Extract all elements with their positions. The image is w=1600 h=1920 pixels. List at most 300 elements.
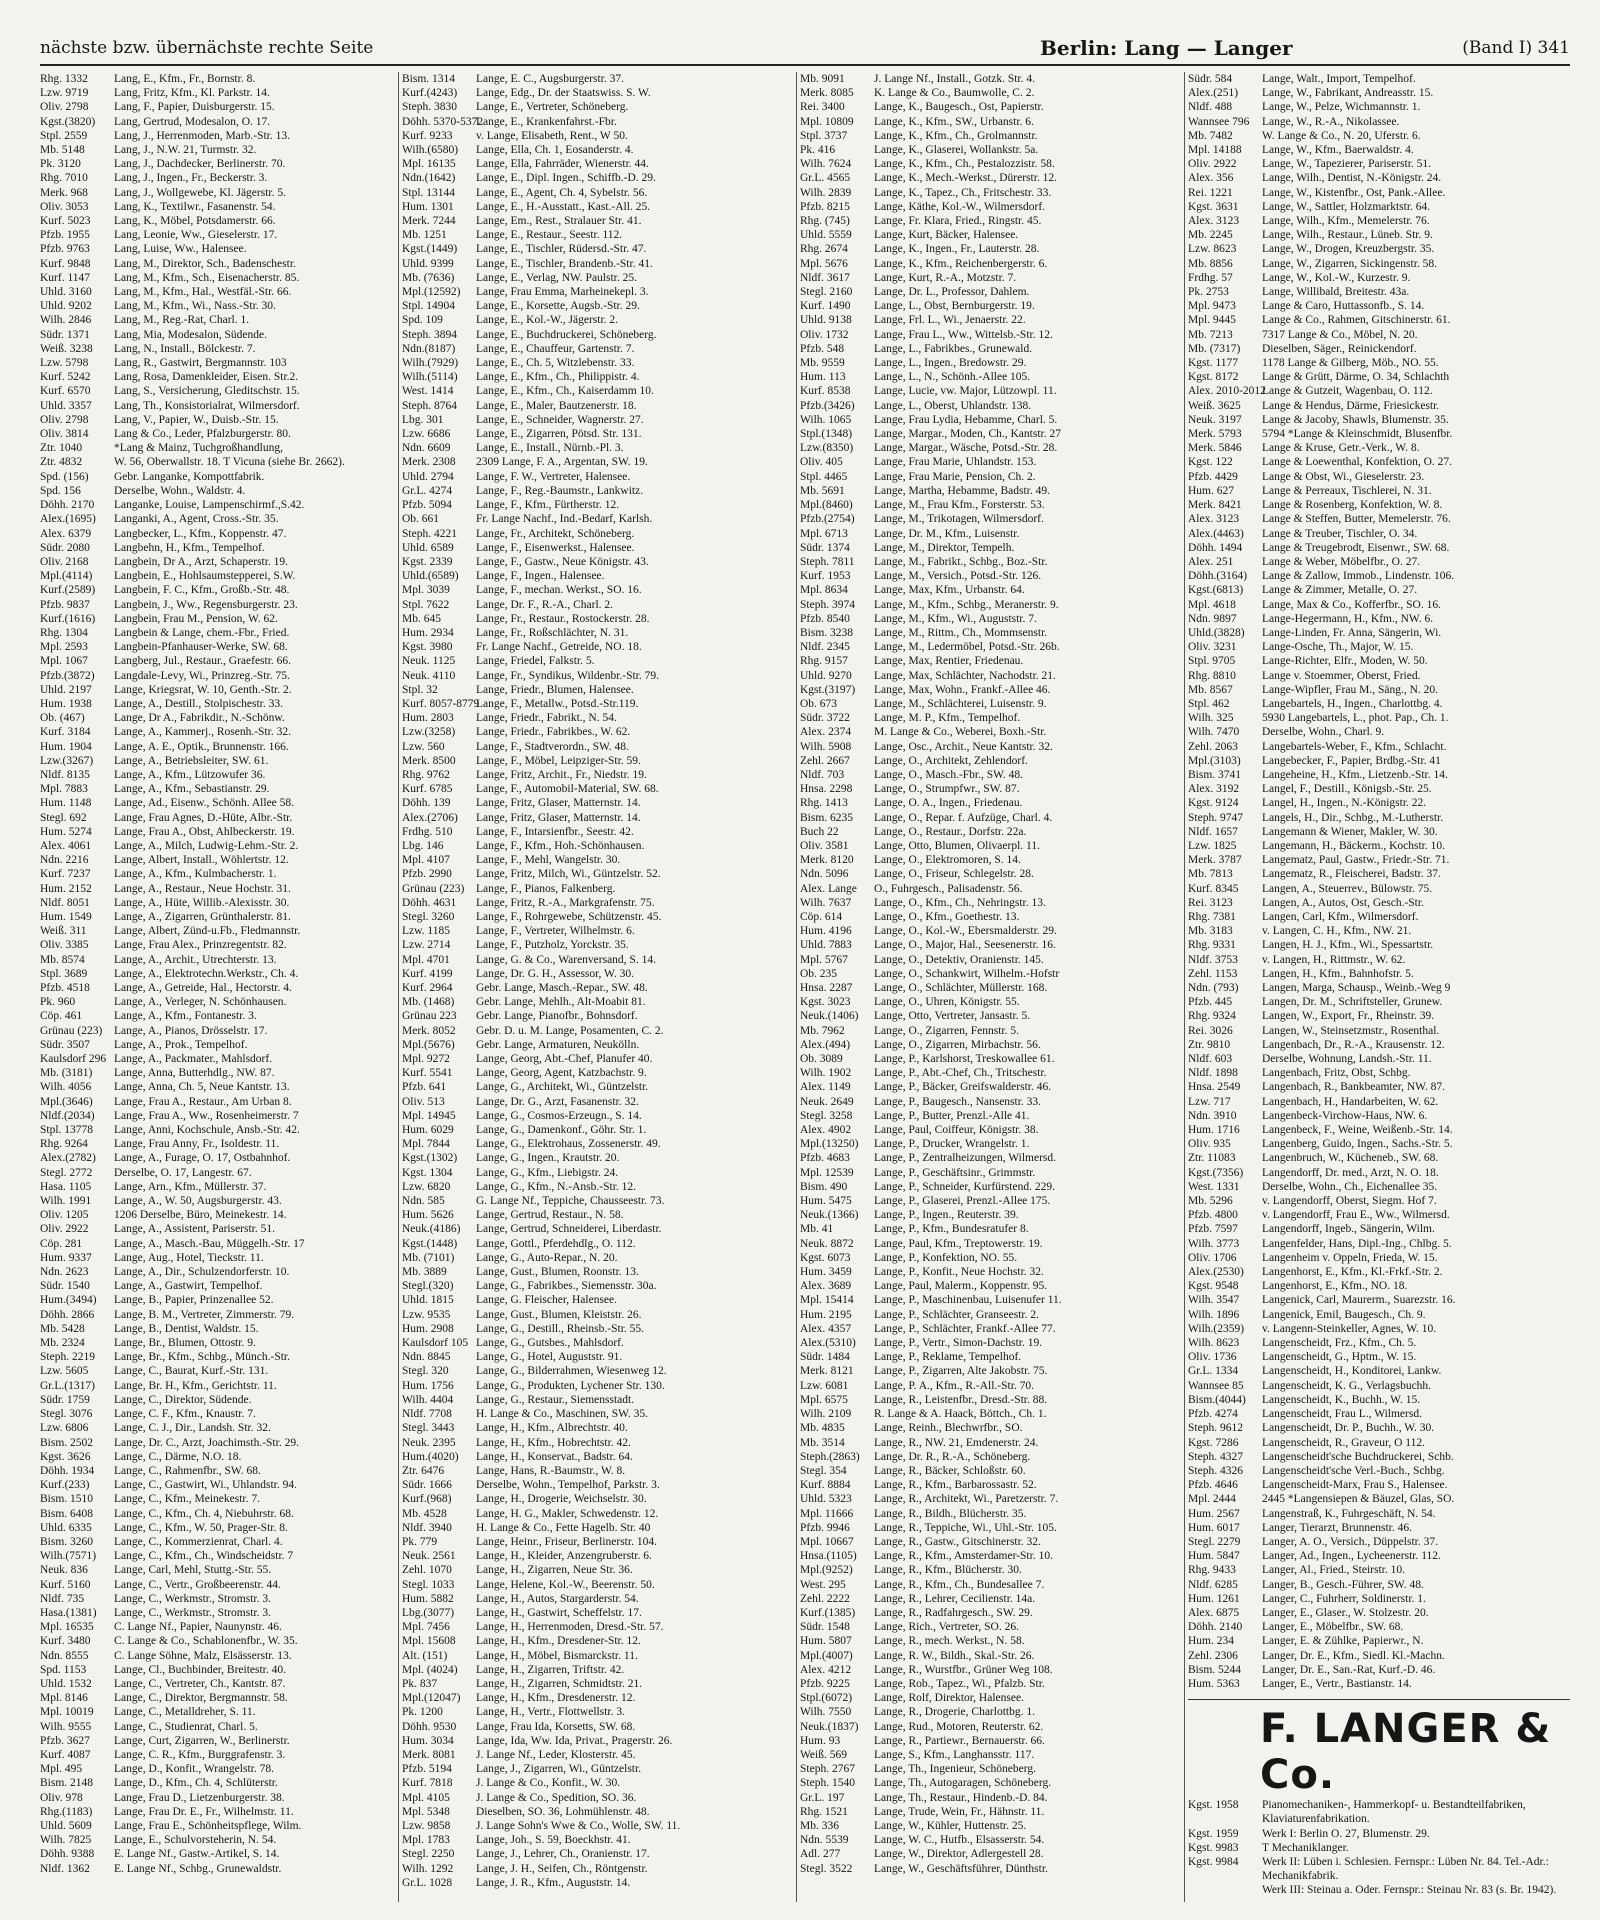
directory-entry [402,1762,792,1776]
entry-text: Lange, P., Reklame, Tempelhof. [874,1351,1022,1364]
phone-code: Zehl. 2222 [800,1592,850,1605]
entry-text: Lange, G., Kfm., N.-Ansb.-Str. 12. [476,1180,637,1193]
phone-code: Oliv. 2922 [1188,158,1237,171]
phone-code: Weiß. 3625 [1188,399,1241,412]
entry-text: Lange, Fr., Syndikus, Wildenbr.-Str. 79. [476,669,660,682]
phone-code: Weiß. 3238 [40,342,93,355]
entry-text: Lange, W., Zigarren, Sickingenstr. 58. [1262,257,1438,270]
entry-text: v. Langendorff, Frau E., Ww., Wilmersd. [1262,1209,1450,1222]
directory-entry [800,569,1180,583]
directory-entry [402,1265,792,1279]
directory-entry [800,626,1180,640]
entry-text: Lange, J., Lehrer, Ch., Oranienstr. 17. [476,1848,650,1861]
entry-text: Langenbeck, F., Weine, Weißenb.-Str. 14. [1262,1124,1453,1137]
phone-code: Hum. 5847 [1188,1550,1240,1563]
phone-code: Ob. 661 [402,513,440,526]
entry-text: Lange & Zallow, Immob., Lindenstr. 106. [1262,570,1455,583]
entry-text: Derselbe, Wohn., Ch., Eichenallee 35. [1262,1180,1438,1193]
entry-text: Lange, P., Baugesch., Nansenstr. 33. [874,1095,1042,1108]
entry-text: Lange, G., Auto-Repar., N. 20. [476,1251,618,1264]
entry-text: Lange, Br. H., Kfm., Gerichtstr. 11. [114,1379,277,1392]
entry-text: C. Lange & Co., Schablonenfbr., W. 35. [114,1635,298,1648]
directory-entry [1188,100,1570,114]
phone-code: Grünau (223) [402,882,465,895]
phone-code: Lzw. 1185 [402,925,451,938]
phone-code: Alex. 4902 [800,1124,852,1137]
directory-entry [1188,1052,1570,1066]
entry-text: Lange, Paul, Coiffeur, Königstr. 38. [874,1124,1039,1137]
entry-text: Lange, Th., Restaur., Hindenb.-D. 84. [874,1791,1048,1804]
directory-entry [40,313,395,327]
entry-text: Langenscheidt, K., Buchh., W. 15. [1262,1393,1421,1406]
entry-text: Lange, O., Schankwirt, Wilhelm.-Hofstr [874,967,1060,980]
directory-entry [40,1464,395,1478]
entry-text: Lange, Dr. G., Arzt, Fasanenstr. 32. [476,1095,639,1108]
phone-code: Mpl. 8634 [800,584,848,597]
directory-entry [1188,328,1570,342]
phone-code: Hasa.(1381) [40,1606,97,1619]
directory-entry [800,157,1180,171]
directory-entry [40,399,395,413]
phone-code: Nldf. 7708 [402,1408,452,1421]
phone-code: Neuk. 2395 [402,1436,456,1449]
phone-code: Hum. 5807 [800,1635,852,1648]
entry-text: Lange, A., Destill., Stolpischestr. 33. [114,697,283,710]
entry-text: Lange & Zimmer, Metalle, O. 27. [1262,584,1418,597]
entry-text: Lange, P., Konfit., Neue Hochstr. 32. [874,1266,1044,1279]
entry-text: Lange, R., NW. 21, Emdenerstr. 24. [874,1436,1039,1449]
entry-text: Lange, O., Architekt, Zehlendorf. [874,754,1028,767]
entry-text: Lange, C., Studienrat, Charl. 5. [114,1720,258,1733]
directory-entry [800,1364,1180,1378]
phone-code: Lzw. 2714 [402,939,451,952]
phone-code: Südr. 1666 [402,1479,452,1492]
directory-entry [800,938,1180,952]
phone-code: Hnsa. 2549 [1188,1081,1241,1094]
entry-text: Lange & Jacoby, Shawls, Blumenstr. 35. [1262,413,1449,426]
phone-code: Kurf. 3184 [40,726,91,739]
entry-text: Lange, R. W., Bildh., Skal.-Str. 26. [874,1649,1035,1662]
entry-text: Lange, Max, Rentier, Friedenau. [874,655,1024,668]
entry-text: G. Lange Nf., Teppiche, Chausseestr. 73. [476,1195,665,1208]
phone-code: Mb. 7482 [1188,129,1233,142]
entry-text: Lange, Ida, Ww. Ida, Privat., Pragerstr. 26. [476,1734,673,1747]
entry-text: Lange, C., Rahmenfbr., SW. 68. [114,1464,261,1477]
directory-entry [800,598,1180,612]
directory-entry [40,86,395,100]
phone-code: Ob. (467) [40,712,85,725]
directory-entry [40,782,395,796]
directory-entry [40,1691,395,1705]
phone-code: Bism. 2148 [40,1777,94,1790]
phone-code: Mpl.(5676) [402,1038,455,1051]
directory-entry [800,1606,1180,1620]
phone-code: Hum. 5882 [402,1592,454,1605]
entry-text: Langbein & Lange, chem.-Fbr., Fried. [114,626,290,639]
phone-code: Mpl. 4107 [402,854,450,867]
entry-text: Langer, B., Gesch.-Führer, SW. 48. [1262,1578,1424,1591]
phone-code: Döhh. 5370-5372 [402,115,484,128]
directory-entry [40,1450,395,1464]
phone-code: Hum. 5475 [800,1195,852,1208]
directory-entry [40,1166,395,1180]
entry-text: Gebr. D. u. M. Lange, Posamenten, C. 2. [476,1024,664,1037]
entry-text: Gebr. Lange, Pianofbr., Bohnsdorf. [476,1010,638,1023]
phone-code: Rhg. 1332 [40,73,88,85]
entry-text: Langen, H. J., Kfm., Wi., Spessartstr. [1262,939,1434,952]
phone-code: Kurf. 9233 [402,129,453,142]
page-header [40,34,1570,66]
phone-code: Südr. 1540 [40,1280,90,1293]
phone-code: Wilh. 3773 [1188,1237,1240,1250]
entry-text: 5930 Langebartels, L., phot. Pap., Ch. 1. [1262,712,1449,725]
entry-text: Langenhorst, E., Kfm., Kl.-Frkf.-Str. 2. [1262,1266,1443,1279]
directory-entry [40,1350,395,1364]
entry-text: Derselbe, Wohn., Tempelhof, Parkstr. 3. [476,1479,660,1492]
phone-code: Kgst. 3023 [800,996,851,1009]
entry-text: Gebr. Langanke, Kompottfabrik. [114,470,265,483]
directory-entry [402,72,792,86]
phone-code: Stegl. 2279 [1188,1535,1241,1548]
directory-entry [402,938,792,952]
entry-text: Lange & Obst, Wi., Gieselerstr. 23. [1262,470,1425,483]
entry-text: Langer, C., Fuhrherr, Soldinerstr. 1. [1262,1592,1426,1605]
phone-code: Neuk.(1837) [800,1720,859,1733]
directory-entry [1188,399,1570,413]
directory-entry [40,1748,395,1762]
ad-line [1188,1855,1570,1883]
directory-entry [402,612,792,626]
directory-entry [402,995,792,1009]
directory-entry [402,867,792,881]
entry-text: Lange, P., Butter, Prenzl.-Alle 41. [874,1109,1030,1122]
directory-entry [402,129,792,143]
phone-code: Ztr. 6476 [402,1464,445,1477]
phone-code: Steph. 1540 [800,1777,855,1790]
phone-code: Mb. (3181) [40,1067,93,1080]
entry-text: Lange, Frau D., Lietzenburgerstr. 38. [114,1791,285,1804]
directory-entry [402,1123,792,1137]
directory-entry [1188,1677,1570,1691]
entry-text: Lange, M., Kfm., Schbg., Meranerstr. 9. [874,598,1059,611]
phone-code: Hum. 1261 [1188,1592,1240,1605]
entry-text: Lange, B., Dentist, Waldstr. 15. [114,1322,259,1335]
directory-entry [402,342,792,356]
directory-entry [40,1208,395,1222]
entry-text: Langendorff, Ingeb., Sängerin, Wilm. [1262,1223,1435,1236]
entry-text: Lange, A., W. 50, Augsburgerstr. 43. [114,1195,282,1208]
entry-text: Lange, O., Detektiv, Oranienstr. 145. [874,953,1044,966]
phone-code: Hum. 4196 [800,925,852,938]
entry-text: Lange, S., Kfm., Langhansstr. 117. [874,1748,1035,1761]
ad-phone-code: Kgst. 1959 [1188,1827,1239,1840]
entry-text: Langenscheidt, H., Konditorei, Lankw. [1262,1365,1442,1378]
directory-entry [40,1791,395,1805]
phone-code: Uhld. 9202 [40,300,92,313]
entry-text: Langanki, A., Agent, Cross.-Str. 35. [114,513,279,526]
entry-text: Lange, W., Drogen, Kreuzbergstr. 35. [1262,243,1435,256]
entry-text: Lange, Fr. Klara, Fried., Ringstr. 45. [874,215,1042,228]
directory-entry [40,725,395,739]
entry-text: Lange, P., Abt.-Chef, Ch., Tritschestr. [874,1067,1047,1080]
entry-text: Langer, E., Vertr., Bastianstr. 14. [1262,1677,1412,1690]
entry-text: Lange, Fritz, R.-A., Markgrafenstr. 75. [476,896,655,909]
directory-entry [1188,754,1570,768]
phone-code: Mb. 3889 [402,1266,447,1279]
directory-entry [1188,1535,1570,1549]
entry-text: Lange, E., Korsette, Augsb.-Str. 29. [476,300,640,313]
phone-code: Mpl. 7844 [402,1138,450,1151]
phone-code: Kurf. 8538 [800,385,851,398]
phone-code: Neuk. 836 [40,1564,88,1577]
entry-text: Lange, P., Kfm., Bundesratufer 8. [874,1223,1029,1236]
directory-entry [40,455,395,469]
phone-code: Mb. 3183 [1188,925,1233,938]
entry-text: Lange, F., Pianos, Falkenberg. [476,882,616,895]
directory-entry [402,1208,792,1222]
entry-text: Lange, H., Vertr., Flottwellstr. 3. [476,1706,625,1719]
entry-text: Langen, W., Export, Fr., Rheinstr. 39. [1262,1010,1435,1023]
directory-entry [40,1407,395,1421]
entry-text: Langenscheidt, R., Graveur, O 112. [1262,1436,1425,1449]
entry-text: Lange, R., Drogerie, Charlottbg. 1. [874,1706,1035,1719]
directory-entry [800,1123,1180,1137]
ad-phone-code: Kgst. 9983 [1188,1841,1239,1854]
directory-entry [800,1222,1180,1236]
phone-code: Grünau 223 [402,1010,457,1023]
directory-entry [40,271,395,285]
directory-entry [800,1734,1180,1748]
phone-code: Hum. 234 [1188,1635,1234,1648]
directory-entry [800,583,1180,597]
phone-code: Wilh.(5114) [402,371,458,384]
entry-text: Lange, W., Kfm., Baerwaldstr. 4. [1262,144,1414,157]
directory-entry [800,1024,1180,1038]
entry-text: Lange, R., Lehrer, Cecilienstr. 14a. [874,1592,1036,1605]
directory-entry [40,427,395,441]
phone-code: Uhld. 3160 [40,286,92,299]
entry-text: Lange, A., Kfm., Fontanestr. 3. [114,1010,257,1023]
phone-code: Kgst.(1302) [402,1152,458,1165]
entry-text: Lange & Grütt, Därme, O. 34, Schlachth [1262,371,1450,384]
directory-columns [40,72,1570,1902]
entry-text: Lange, E., Vertreter, Schöneberg. [476,101,629,114]
entry-text: Lange & Kruse, Getr.-Verk., W. 8. [1262,442,1420,455]
phone-code: Alex.(494) [800,1038,851,1051]
column-divider [398,72,399,1902]
directory-entry [1188,1620,1570,1634]
phone-code: Mb. 5428 [40,1322,85,1335]
entry-text: Lange, C., Vertreter, Ch., Kantstr. 87. [114,1677,286,1690]
entry-text: Lange, R., mech. Werkst., N. 58. [874,1635,1025,1648]
directory-entry [800,72,1180,86]
entry-text: Langenberg, Guido, Ingen., Sachs.-Str. 5. [1262,1138,1453,1151]
directory-entry [40,1507,395,1521]
entry-text: Langer, E. & Zühlke, Papierwr., N. [1262,1635,1424,1648]
phone-code: Oliv. 3814 [40,428,89,441]
directory-entry [402,441,792,455]
entry-text: W. Lange & Co., N. 20, Uferstr. 6. [1262,129,1421,142]
entry-text: Langenscheidt-Marx, Frau S., Halensee. [1262,1479,1448,1492]
entry-text: Lange, Lucie, vw. Major, Lützowpl. 11. [874,385,1057,398]
phone-code: Ndn. 9897 [1188,612,1237,625]
entry-text: Langebartels-Weber, F., Kfm., Schlacht. [1262,740,1447,753]
phone-code: Pk. 960 [40,996,76,1009]
phone-code: Wilh. 8623 [1188,1337,1240,1350]
directory-entry [402,683,792,697]
entry-text: Lange, Frau A., Obst, Ahlbeckerstr. 19. [114,825,295,838]
entry-text: Lange, C., Werkmstr., Stromstr. 3. [114,1592,271,1605]
directory-entry [800,455,1180,469]
phone-code: Kurf. 8345 [1188,882,1239,895]
phone-code: Mb. 5296 [1188,1195,1233,1208]
entry-text: Lang, N., Install., Bölckestr. 7. [114,342,256,355]
directory-entry [800,242,1180,256]
phone-code: Frdhg. 510 [402,825,453,838]
entry-text: Langenick, Emil, Baugesch., Ch. 9. [1262,1308,1426,1321]
entry-text: Lange, Frau A., Ww., Rosenheimerstr. 7 [114,1109,299,1122]
directory-entry [800,1194,1180,1208]
entry-text: Lange, Anni, Kochschule, Ansb.-Str. 42. [114,1124,300,1137]
directory-entry [1188,981,1570,995]
entry-text: Lange, O. A., Ingen., Friedenau. [874,797,1023,810]
directory-entry [402,86,792,100]
directory-entry [1188,484,1570,498]
entry-text: Lange, Wilh., Dentist, N.-Königstr. 24. [1262,172,1442,185]
phone-code: Ztr. 9810 [1188,1038,1231,1051]
entry-text: Lange-Linden, Fr. Anna, Sängerin, Wi. [1262,626,1442,639]
directory-entry [40,143,395,157]
directory-entry [40,1521,395,1535]
entry-text: Lange, C., Kommerzienrat, Charl. 4. [114,1535,283,1548]
entry-text: Lange, A., Milch, Ludwig-Lehm.-Str. 2. [114,839,299,852]
directory-entry [402,697,792,711]
phone-code: Uhld. 1532 [40,1677,92,1690]
directory-entry [800,86,1180,100]
directory-entry [1188,413,1570,427]
directory-entry [1188,1563,1570,1577]
phone-code: Mb. 9091 [800,73,845,85]
directory-entry [800,768,1180,782]
phone-code: Pfzb. 4429 [1188,470,1238,483]
directory-entry [40,938,395,952]
entry-text: 5794 *Lange & Kleinschmidt, Blusenfbr. [1262,428,1453,441]
phone-code: Rhg.(1183) [40,1805,93,1818]
phone-code: Kgst.(1448) [402,1237,458,1250]
directory-entry [800,1720,1180,1734]
entry-text: Lang, Th., Konsistorialrat, Wilmersdorf. [114,399,300,412]
ad-line [1188,1827,1570,1841]
entry-text: Lange, E., Kfm., Ch., Kaiserdamm 10. [476,385,654,398]
entry-text: Lange, A., Pianos, Drösselstr. 17. [114,1024,268,1037]
directory-entry [800,697,1180,711]
entry-text: Lange, Otto, Blumen, Olivaerpl. 11. [874,839,1040,852]
phone-code: Mpl. 10809 [800,115,854,128]
directory-entry [40,995,395,1009]
phone-code: Alex.(2782) [40,1152,96,1165]
phone-code: Kaulsdorf 105 [402,1337,469,1350]
phone-code: Mpl. (4024) [402,1663,458,1676]
phone-code: Mb. 5148 [40,144,85,157]
phone-code: Alex. 2010-2012 [1188,385,1266,398]
entry-text: Lange, K., Mech.-Werkst., Dürerstr. 12. [874,172,1058,185]
entry-text: Lange, Friedel, Falkstr. 5. [476,655,595,668]
entry-text: Langen, Carl, Kfm., Wilmersdorf. [1262,910,1419,923]
phone-code: Alex.(1695) [40,513,96,526]
entry-text: Lange, F., Putzholz, Yorckstr. 35. [476,939,629,952]
directory-entry [402,1251,792,1265]
phone-code: Mpl. 2593 [40,641,88,654]
directory-entry [40,1663,395,1677]
phone-code: Rei. 1221 [1188,186,1233,199]
phone-code: Mpl. 5676 [800,257,848,270]
directory-entry [1188,1180,1570,1194]
phone-code: Pfzb. 8540 [800,612,850,625]
entry-text: Lange, Margar., Wäsche, Potsd.-Str. 28. [874,442,1058,455]
directory-entry [402,498,792,512]
phone-code: Pfzb. 7597 [1188,1223,1238,1236]
phone-code: Pfzb. 4683 [800,1152,850,1165]
directory-entry [40,484,395,498]
directory-entry [800,1634,1180,1648]
entry-text: Langenfelder, Hans, Dipl.-Ing., Chlbg. 5. [1262,1237,1452,1250]
phone-code: Bism. 6235 [800,811,854,824]
entry-text: Lange, W., Direktor, Adlergestell 28. [874,1848,1044,1861]
phone-code: Mb. 3514 [800,1436,845,1449]
entry-text: Lange, M., Schlächterei, Luisenstr. 9. [874,697,1047,710]
phone-code: Merk. 8500 [402,754,456,767]
entry-text: Lange, C., Baurat, Kurf.-Str. 131. [114,1365,269,1378]
directory-entry [800,953,1180,967]
phone-code: Mpl.(3103) [1188,754,1241,767]
directory-entry [40,1237,395,1251]
entry-text: Lang, J., N.W. 21, Turmstr. 32. [114,144,257,157]
entry-text: Lange, Osc., Archit., Neue Kantstr. 32. [874,740,1053,753]
phone-code: Pfzb.(3872) [40,669,95,682]
directory-entry [800,342,1180,356]
directory-entry [1188,626,1570,640]
directory-entry [1188,1364,1570,1378]
entry-text: Lange, Käthe, Kol.-W., Wilmersdorf. [874,200,1046,213]
directory-entry [402,1237,792,1251]
directory-entry [1188,669,1570,683]
phone-code: Mb. 9559 [800,357,845,370]
phone-code: Wannsee 796 [1188,115,1250,128]
directory-entry [40,1833,395,1847]
phone-code: Kurf.(4243) [402,87,458,100]
phone-code: Wilh. 2109 [800,1408,852,1421]
directory-entry [1188,228,1570,242]
phone-code: Kgst.(3820) [40,115,96,128]
phone-code: Merk. 2308 [402,456,456,469]
entry-text: Gebr. Lange, Mehlh., Alt-Moabit 81. [476,996,646,1009]
entry-text: Langbein, J., Ww., Regensburgerstr. 23. [114,598,298,611]
entry-text: Derselbe, Wohn., Charl. 9. [1262,726,1385,739]
entry-text: Lange, F., Metallw., Potsd.-Str.119. [476,697,639,710]
directory-entry [40,1080,395,1094]
entry-text: Lange, A., Zigarren, Grünthalerstr. 81. [114,910,291,923]
directory-entry [800,740,1180,754]
directory-entry [402,768,792,782]
phone-code: Hnsa.(1105) [800,1550,857,1563]
phone-code: Döhh. 9388 [40,1848,95,1861]
entry-text: Lange & Weber, Möbelfbr., O. 27. [1262,555,1421,568]
entry-text: Lange, Dr. G. H., Assessor, W. 30. [476,967,634,980]
directory-entry [402,1847,792,1861]
directory-entry [800,399,1180,413]
phone-code: Kgst. 9548 [1188,1280,1239,1293]
phone-code: Südr. 584 [1188,73,1233,85]
